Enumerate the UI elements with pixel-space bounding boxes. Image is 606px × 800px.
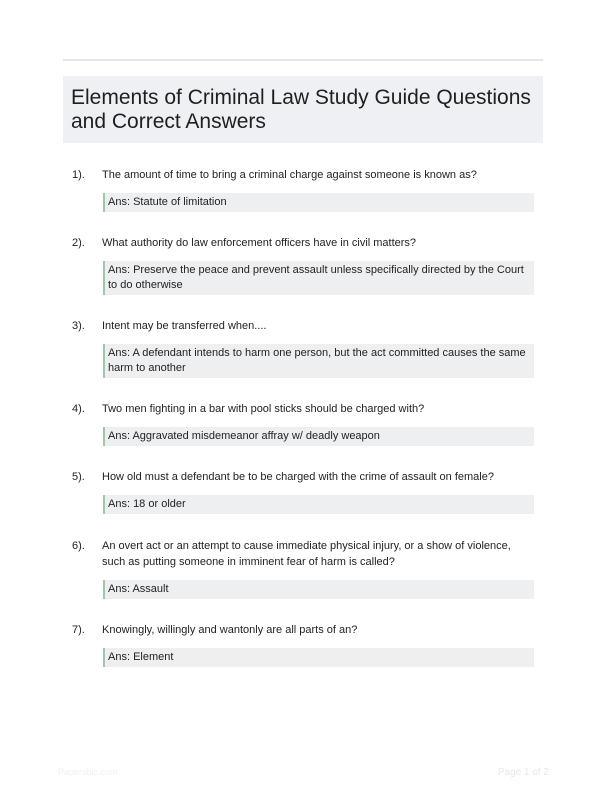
- answer-box: Ans: A defendant intends to harm one person, but the act committed causes the same harm to another: [103, 344, 534, 378]
- answer-box: Ans: Assault: [103, 580, 534, 599]
- page-number: Page 1 of 2: [497, 767, 549, 778]
- question-text: The amount of time to bring a criminal charge against someone is known as?: [102, 169, 477, 181]
- page-title: Elements of Criminal Law Study Guide Questions and Correct Answers: [71, 86, 531, 133]
- question-number: 3).: [72, 320, 85, 332]
- qa-item-1: [72, 167, 534, 212]
- question-text: Knowingly, willingly and wantonly are all parts of an?: [102, 624, 358, 636]
- qa-item-7: [72, 622, 534, 667]
- answer-box: Ans: Element: [103, 648, 534, 667]
- question-text: What authority do law enforcement officers have in civil matters?: [102, 237, 417, 249]
- answer-box: Ans: 18 or older: [103, 495, 534, 514]
- footer-watermark: Papersbic.com: [58, 767, 118, 777]
- answer-box: Ans: Statute of limitation: [103, 193, 534, 212]
- question-number: 5).: [72, 471, 85, 483]
- question-text: An overt act or an attempt to cause immediate physical injury, or a show of violence, such as putting someone in imminent fear of harm is called?: [102, 540, 511, 568]
- question-text: How old must a defendant be to be charged with the crime of assault on female?: [102, 471, 494, 483]
- question-number: 4).: [72, 403, 85, 415]
- top-divider: [63, 59, 543, 61]
- answer-box: Ans: Aggravated misdemeanor affray w/ deadly weapon: [103, 427, 534, 446]
- question-text: Intent may be transferred when....: [102, 320, 267, 332]
- qa-item-6: [72, 538, 534, 599]
- question-number: 1).: [72, 169, 85, 181]
- qa-item-3: [72, 318, 534, 378]
- question-number: 2).: [72, 237, 85, 249]
- qa-item-2: [72, 235, 534, 295]
- question-number: 6).: [72, 540, 85, 552]
- question-text: Two men fighting in a bar with pool sticks should be charged with?: [102, 403, 425, 415]
- question-number: 7).: [72, 624, 85, 636]
- qa-item-5: [72, 469, 534, 514]
- title-banner: [63, 76, 543, 143]
- qa-item-4: [72, 401, 534, 446]
- answer-box: Ans: Preserve the peace and prevent assault unless specifically directed by the Court to do otherwise: [103, 261, 534, 295]
